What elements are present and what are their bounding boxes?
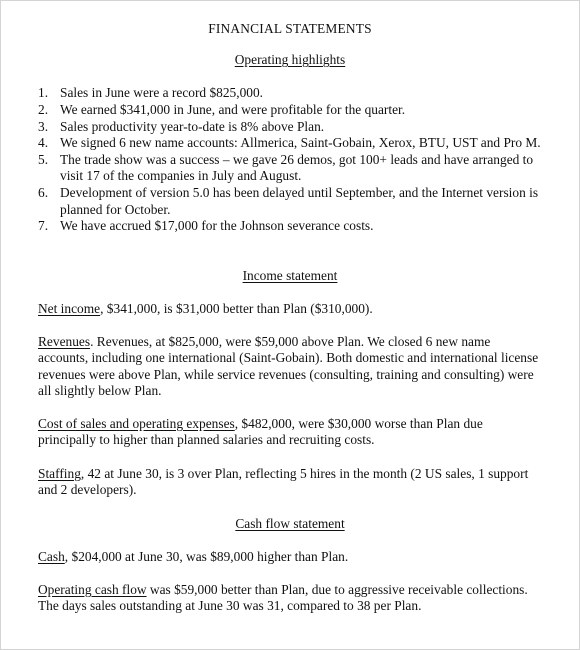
list-item	[38, 119, 558, 135]
paragraph-label: Cost of sales and operating expenses	[38, 416, 235, 431]
list-item-text: The trade show was a success – we gave 26 demos, got 100+ leads and have arranged to visit 17 of the companies in July and August.	[60, 152, 534, 184]
list-item-text: Development of version 5.0 has been delayed until September, and the Internet version is planned for October.	[60, 185, 539, 217]
paragraph-label: Cash	[38, 549, 65, 564]
section-heading-text: Income statement	[242, 268, 338, 283]
paragraph-label: Net income	[38, 301, 101, 316]
list-item-number: 6.	[38, 185, 49, 201]
list-item	[38, 218, 558, 234]
paragraph-text: , $482,000, were $30,000 worse than Plan due principally to higher than planned salaries and recruiting costs.	[38, 416, 483, 448]
list-item-number: 5.	[38, 152, 49, 168]
list-item	[38, 152, 558, 185]
paragraph-text: , $204,000 at June 30, was $89,000 higher than Plan.	[64, 549, 349, 564]
operating-highlights-list	[38, 85, 558, 235]
list-item-number: 1.	[38, 85, 49, 100]
section-heading-text: Cash flow statement	[235, 516, 345, 531]
paragraph-label: Staffing	[38, 466, 81, 481]
list-item-text: Sales in June were a record $825,000.	[60, 85, 264, 100]
paragraph-text: , 42 at June 30, is 3 over Plan, reflecting 5 hires in the month (2 US sales, 1 support and 2 developers).	[38, 466, 529, 498]
section-heading-cash-flow	[1, 516, 579, 532]
section-heading-text: Operating highlights	[234, 52, 346, 67]
list-item-number: 3.	[38, 118, 49, 134]
list-item-text: Sales productivity year-to-date is 8% above Plan.	[60, 118, 325, 134]
list-item-number: 2.	[38, 101, 49, 117]
list-item	[38, 85, 558, 101]
paragraph-text: . Revenues, at $825,000, were $59,000 above Plan. We closed 6 new name accounts, including one international (Saint-Gobain). Both domestic and international license revenues were above Plan, while service revenues (consulting, training and consulting) were all slightly below Plan.	[38, 334, 539, 398]
list-item-number: 7.	[38, 218, 49, 234]
paragraph-text: was $59,000 better than Plan, due to aggressive receivable collections. The days sales outstanding at June 30 was 31, compared to 38 per Plan.	[38, 582, 528, 614]
paragraph-text: , $341,000, is $31,000 better than Plan ($310,000).	[100, 301, 373, 316]
list-item	[38, 102, 558, 118]
paragraph-label: Revenues	[38, 334, 91, 349]
paragraph-cost-of-sales	[38, 416, 541, 449]
paragraph-label: Operating cash flow	[38, 582, 147, 597]
section-heading-operating	[1, 52, 579, 68]
paragraph-cash	[38, 549, 541, 565]
paragraph-revenues	[38, 334, 541, 399]
section-heading-income	[1, 268, 579, 284]
list-item	[38, 185, 558, 218]
paragraph-net-income	[38, 301, 541, 317]
paragraph-staffing	[38, 466, 541, 499]
paragraph-operating-cash-flow	[38, 582, 541, 615]
list-item-text: We have accrued $17,000 for the Johnson severance costs.	[60, 218, 374, 234]
list-item-text: We signed 6 new name accounts: Allmerica, Saint-Gobain, Xerox, BTU, UST and Pro M.	[60, 135, 541, 151]
list-item-text: We earned $341,000 in June, and were profitable for the quarter.	[60, 101, 406, 117]
list-item-number: 4.	[38, 135, 49, 151]
document-title: FINANCIAL STATEMENTS	[208, 21, 372, 36]
list-item	[38, 135, 558, 151]
